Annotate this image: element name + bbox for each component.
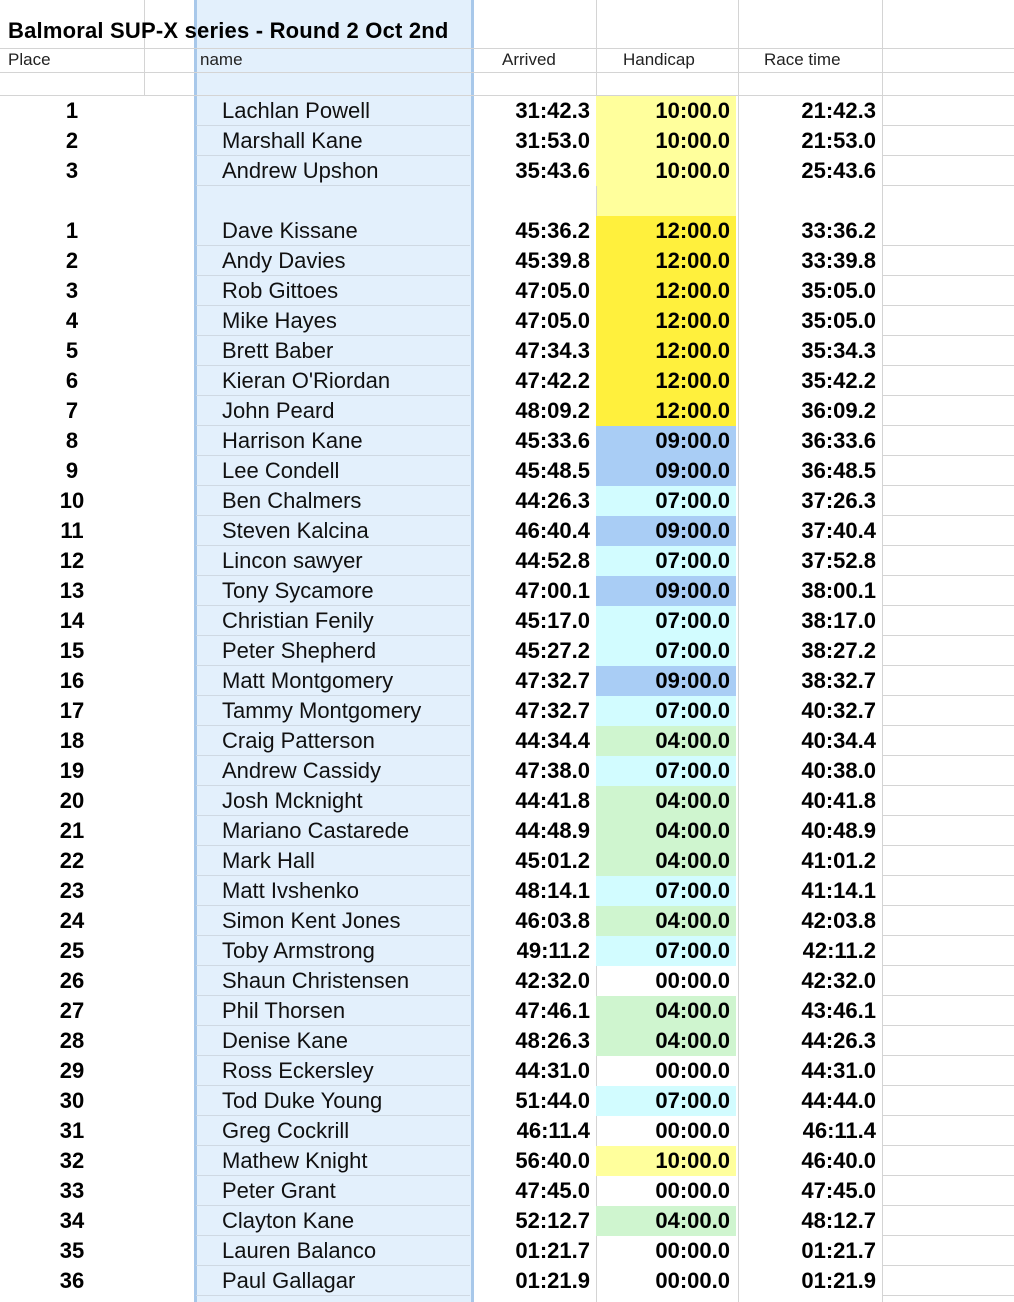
place-cell[interactable]: 20 xyxy=(59,788,85,813)
race-time-cell[interactable]: 36:09.2 xyxy=(801,398,876,423)
handicap-cell[interactable]: 07:00.0 xyxy=(596,936,736,966)
place-cell[interactable]: 3 xyxy=(65,278,79,303)
table-row xyxy=(0,636,1014,666)
place-cell[interactable]: 8 xyxy=(65,428,79,453)
table-row xyxy=(0,456,1014,486)
table-row xyxy=(0,786,1014,816)
handicap-cell[interactable]: 00:00.0 xyxy=(655,1118,730,1143)
arrived-cell[interactable]: 44:34.4 xyxy=(515,728,590,753)
table-row xyxy=(0,756,1014,786)
table-row xyxy=(0,426,1014,456)
name-cell[interactable]: Ben Chalmers xyxy=(222,488,362,513)
handicap-cell[interactable]: 10:00.0 xyxy=(596,1146,736,1176)
name-cell[interactable]: Rob Gittoes xyxy=(222,278,339,303)
header-name[interactable]: name xyxy=(200,50,243,69)
name-cell[interactable]: Kieran O'Riordan xyxy=(222,368,391,393)
name-cell[interactable]: Josh Mcknight xyxy=(222,788,363,813)
place-cell[interactable]: 34 xyxy=(59,1208,85,1233)
name-cell[interactable]: Lachlan Powell xyxy=(222,98,370,123)
place-cell[interactable]: 33 xyxy=(59,1178,85,1203)
place-cell[interactable]: 23 xyxy=(59,878,85,903)
name-cell[interactable]: Dave Kissane xyxy=(222,218,358,243)
handicap-cell[interactable]: 12:00.0 xyxy=(596,396,736,426)
place-cell[interactable]: 17 xyxy=(59,698,85,723)
arrived-cell[interactable]: 47:45.0 xyxy=(515,1178,590,1203)
arrived-cell[interactable]: 48:26.3 xyxy=(515,1028,590,1053)
place-cell[interactable]: 1 xyxy=(65,98,79,123)
race-time-cell[interactable]: 42:03.8 xyxy=(801,908,876,933)
handicap-cell[interactable]: 09:00.0 xyxy=(596,516,736,546)
race-time-cell[interactable]: 36:48.5 xyxy=(801,458,876,483)
sheet-title[interactable]: Balmoral SUP-X series - Round 2 Oct 2nd xyxy=(8,18,449,43)
arrived-cell[interactable]: 42:32.0 xyxy=(515,968,590,993)
handicap-cell[interactable]: 07:00.0 xyxy=(596,696,736,726)
arrived-cell[interactable]: 47:42.2 xyxy=(515,368,590,393)
header-arrived[interactable]: Arrived xyxy=(502,50,556,69)
name-cell[interactable]: Phil Thorsen xyxy=(222,998,346,1023)
arrived-cell[interactable]: 51:44.0 xyxy=(515,1088,590,1113)
table-row xyxy=(0,876,1014,906)
place-cell[interactable]: 10 xyxy=(59,488,85,513)
race-time-cell[interactable]: 38:00.1 xyxy=(801,578,876,603)
handicap-cell[interactable]: 09:00.0 xyxy=(596,576,736,606)
race-time-cell[interactable]: 44:26.3 xyxy=(801,1028,876,1053)
place-cell[interactable]: 3 xyxy=(65,158,79,183)
name-cell[interactable]: Craig Patterson xyxy=(222,728,375,753)
table-row xyxy=(0,996,1014,1026)
table-row xyxy=(0,1026,1014,1056)
table-row xyxy=(0,936,1014,966)
arrived-cell[interactable]: 01:21.7 xyxy=(515,1238,590,1263)
table-row xyxy=(0,1176,1014,1206)
handicap-cell[interactable]: 09:00.0 xyxy=(596,456,736,486)
arrived-cell[interactable]: 48:14.1 xyxy=(515,878,590,903)
race-time-cell[interactable]: 37:26.3 xyxy=(801,488,876,513)
handicap-cell[interactable]: 00:00.0 xyxy=(655,1178,730,1203)
race-time-cell[interactable]: 21:42.3 xyxy=(801,98,876,123)
handicap-cell[interactable]: 12:00.0 xyxy=(596,336,736,366)
name-cell[interactable]: Tony Sycamore xyxy=(222,578,374,603)
race-time-cell[interactable]: 42:32.0 xyxy=(801,968,876,993)
race-time-cell[interactable]: 41:14.1 xyxy=(801,878,876,903)
race-time-cell[interactable]: 35:34.3 xyxy=(801,338,876,363)
name-cell[interactable]: Peter Grant xyxy=(222,1178,336,1203)
arrived-cell[interactable]: 52:12.7 xyxy=(515,1208,590,1233)
name-cell[interactable]: Shaun Christensen xyxy=(222,968,410,993)
arrived-cell[interactable]: 47:32.7 xyxy=(515,698,590,723)
name-cell[interactable]: Tod Duke Young xyxy=(222,1088,383,1113)
race-time-cell[interactable]: 37:52.8 xyxy=(801,548,876,573)
race-time-cell[interactable]: 40:32.7 xyxy=(801,698,876,723)
race-time-cell[interactable]: 40:48.9 xyxy=(801,818,876,843)
place-cell[interactable]: 29 xyxy=(59,1058,85,1083)
place-cell[interactable]: 14 xyxy=(59,608,85,633)
table-row xyxy=(0,216,1014,246)
race-time-cell[interactable]: 40:34.4 xyxy=(801,728,876,753)
place-cell[interactable]: 22 xyxy=(59,848,85,873)
name-cell[interactable]: Toby Armstrong xyxy=(222,938,375,963)
place-cell[interactable]: 28 xyxy=(59,1028,85,1053)
handicap-cell[interactable]: 09:00.0 xyxy=(596,666,736,696)
table-row xyxy=(0,606,1014,636)
table-row xyxy=(0,1236,1014,1266)
name-cell[interactable]: Lee Condell xyxy=(222,458,340,483)
arrived-cell[interactable]: 47:34.3 xyxy=(515,338,590,363)
place-cell[interactable]: 13 xyxy=(59,578,85,603)
place-cell[interactable]: 32 xyxy=(59,1148,85,1173)
arrived-cell[interactable]: 46:40.4 xyxy=(515,518,590,543)
table-row xyxy=(0,726,1014,756)
arrived-cell[interactable]: 44:41.8 xyxy=(515,788,590,813)
race-time-cell[interactable]: 48:12.7 xyxy=(801,1208,876,1233)
race-time-cell[interactable]: 37:40.4 xyxy=(801,518,876,543)
gridline-horizontal xyxy=(0,72,1014,73)
arrived-cell[interactable]: 01:21.9 xyxy=(515,1268,590,1293)
handicap-cell[interactable]: 04:00.0 xyxy=(596,786,736,816)
arrived-cell[interactable]: 45:33.6 xyxy=(515,428,590,453)
place-cell[interactable]: 1 xyxy=(65,218,79,243)
handicap-cell[interactable]: 12:00.0 xyxy=(596,216,736,246)
header-handicap[interactable]: Handicap xyxy=(623,50,695,69)
place-cell[interactable]: 35 xyxy=(59,1238,85,1263)
name-cell[interactable]: Clayton Kane xyxy=(222,1208,355,1233)
arrived-cell[interactable]: 56:40.0 xyxy=(515,1148,590,1173)
race-time-cell[interactable]: 40:38.0 xyxy=(801,758,876,783)
handicap-cell[interactable]: 10:00.0 xyxy=(596,126,736,156)
arrived-cell[interactable]: 31:53.0 xyxy=(515,128,590,153)
race-time-cell[interactable]: 40:41.8 xyxy=(801,788,876,813)
race-time-cell[interactable]: 21:53.0 xyxy=(801,128,876,153)
arrived-cell[interactable]: 44:26.3 xyxy=(515,488,590,513)
race-time-cell[interactable]: 25:43.6 xyxy=(801,158,876,183)
handicap-cell[interactable]: 10:00.0 xyxy=(596,96,736,126)
handicap-cell[interactable]: 07:00.0 xyxy=(596,756,736,786)
race-time-cell[interactable]: 38:17.0 xyxy=(801,608,876,633)
arrived-cell[interactable]: 47:00.1 xyxy=(515,578,590,603)
table-row xyxy=(0,96,1014,126)
race-time-cell[interactable]: 46:40.0 xyxy=(801,1148,876,1173)
table-row xyxy=(0,156,1014,186)
table-row xyxy=(0,1056,1014,1086)
arrived-cell[interactable]: 47:32.7 xyxy=(515,668,590,693)
race-time-cell[interactable]: 01:21.9 xyxy=(801,1268,876,1293)
name-cell[interactable]: Paul Gallagar xyxy=(222,1268,356,1293)
place-cell[interactable]: 7 xyxy=(65,398,79,423)
name-cell[interactable]: Mariano Castarede xyxy=(222,818,410,843)
race-time-cell[interactable]: 44:44.0 xyxy=(801,1088,876,1113)
handicap-cell[interactable]: 00:00.0 xyxy=(655,1238,730,1263)
race-time-cell[interactable]: 42:11.2 xyxy=(802,938,876,963)
place-cell[interactable]: 4 xyxy=(65,308,79,333)
handicap-cell[interactable]: 07:00.0 xyxy=(596,486,736,516)
place-cell[interactable]: 2 xyxy=(65,248,79,273)
place-cell[interactable]: 25 xyxy=(59,938,85,963)
name-cell[interactable]: Simon Kent Jones xyxy=(222,908,401,933)
table-row xyxy=(0,336,1014,366)
arrived-cell[interactable]: 47:38.0 xyxy=(515,758,590,783)
place-cell[interactable]: 15 xyxy=(59,638,85,663)
name-cell[interactable]: Andy Davies xyxy=(222,248,346,273)
table-row xyxy=(0,246,1014,276)
race-time-cell[interactable]: 38:27.2 xyxy=(801,638,876,663)
arrived-cell[interactable]: 47:05.0 xyxy=(515,278,590,303)
name-cell[interactable]: Greg Cockrill xyxy=(222,1118,350,1143)
race-time-cell[interactable]: 35:42.2 xyxy=(801,368,876,393)
table-row xyxy=(0,816,1014,846)
name-cell[interactable]: Matt Montgomery xyxy=(222,668,394,693)
race-time-cell[interactable]: 44:31.0 xyxy=(801,1058,876,1083)
place-cell[interactable]: 24 xyxy=(59,908,85,933)
place-cell[interactable]: 5 xyxy=(65,338,79,363)
table-row xyxy=(0,306,1014,336)
place-cell[interactable]: 18 xyxy=(59,728,85,753)
handicap-cell[interactable]: 12:00.0 xyxy=(596,366,736,396)
arrived-cell[interactable]: 45:48.5 xyxy=(515,458,590,483)
place-cell[interactable]: 31 xyxy=(59,1118,85,1143)
results-table xyxy=(0,96,1014,1296)
place-cell[interactable]: 26 xyxy=(59,968,85,993)
name-cell[interactable]: Peter Shepherd xyxy=(222,638,377,663)
arrived-cell[interactable]: 49:11.2 xyxy=(516,938,590,963)
table-row xyxy=(0,396,1014,426)
race-time-cell[interactable]: 38:32.7 xyxy=(801,668,876,693)
name-cell[interactable]: Steven Kalcina xyxy=(222,518,369,543)
race-time-cell[interactable]: 41:01.2 xyxy=(801,848,876,873)
handicap-cell[interactable]: 04:00.0 xyxy=(596,846,736,876)
place-cell[interactable]: 11 xyxy=(60,518,84,543)
handicap-cell[interactable]: 00:00.0 xyxy=(655,968,730,993)
handicap-cell[interactable]: 07:00.0 xyxy=(596,636,736,666)
table-row xyxy=(0,1146,1014,1176)
race-time-cell[interactable]: 47:45.0 xyxy=(801,1178,876,1203)
arrived-cell[interactable]: 45:27.2 xyxy=(515,638,590,663)
handicap-cell[interactable]: 04:00.0 xyxy=(596,1206,736,1236)
arrived-cell[interactable]: 44:31.0 xyxy=(515,1058,590,1083)
name-cell[interactable]: Brett Baber xyxy=(222,338,334,363)
place-cell[interactable]: 36 xyxy=(59,1268,85,1293)
race-time-cell[interactable]: 43:46.1 xyxy=(801,998,876,1023)
handicap-cell[interactable]: 09:00.0 xyxy=(596,426,736,456)
place-cell[interactable]: 16 xyxy=(59,668,85,693)
arrived-cell[interactable]: 44:48.9 xyxy=(515,818,590,843)
header-place[interactable]: Place xyxy=(8,50,51,69)
table-row xyxy=(0,366,1014,396)
table-row xyxy=(0,546,1014,576)
race-time-cell[interactable]: 35:05.0 xyxy=(801,308,876,333)
race-time-cell[interactable]: 36:33.6 xyxy=(801,428,876,453)
table-row xyxy=(0,1206,1014,1236)
name-cell[interactable]: Mathew Knight xyxy=(222,1148,368,1173)
gridline-horizontal xyxy=(882,1295,1014,1296)
handicap-cell[interactable]: 12:00.0 xyxy=(596,246,736,276)
table-row xyxy=(0,846,1014,876)
arrived-cell[interactable]: 47:05.0 xyxy=(515,308,590,333)
race-time-cell[interactable]: 01:21.7 xyxy=(801,1238,876,1263)
handicap-cell[interactable]: 04:00.0 xyxy=(596,996,736,1026)
place-cell[interactable]: 9 xyxy=(65,458,79,483)
name-cell[interactable]: Denise Kane xyxy=(222,1028,348,1053)
arrived-cell[interactable]: 35:43.6 xyxy=(515,158,590,183)
arrived-cell[interactable]: 45:39.8 xyxy=(515,248,590,273)
name-cell[interactable]: Matt Ivshenko xyxy=(222,878,359,903)
race-time-cell[interactable]: 35:05.0 xyxy=(801,278,876,303)
place-cell[interactable]: 2 xyxy=(65,128,79,153)
table-row xyxy=(0,1116,1014,1146)
table-row xyxy=(0,906,1014,936)
handicap-cell[interactable]: 04:00.0 xyxy=(596,1026,736,1056)
name-cell[interactable]: Tammy Montgomery xyxy=(222,698,422,723)
name-cell[interactable]: Mike Hayes xyxy=(222,308,337,333)
handicap-cell[interactable]: 12:00.0 xyxy=(596,276,736,306)
race-time-cell[interactable]: 46:11.4 xyxy=(802,1118,876,1143)
handicap-cell[interactable]: 07:00.0 xyxy=(596,876,736,906)
arrived-cell[interactable]: 44:52.8 xyxy=(515,548,590,573)
place-cell[interactable]: 12 xyxy=(59,548,85,573)
name-cell[interactable]: Christian Fenily xyxy=(222,608,374,633)
name-cell[interactable]: Ross Eckersley xyxy=(222,1058,374,1083)
group-spacer-row xyxy=(0,186,1014,216)
arrived-cell[interactable]: 48:09.2 xyxy=(515,398,590,423)
handicap-cell[interactable]: 07:00.0 xyxy=(596,606,736,636)
handicap-cell[interactable]: 07:00.0 xyxy=(596,546,736,576)
table-row xyxy=(0,1086,1014,1116)
table-row xyxy=(0,1266,1014,1296)
table-row xyxy=(0,666,1014,696)
table-row xyxy=(0,486,1014,516)
arrived-cell[interactable]: 45:36.2 xyxy=(515,218,590,243)
place-cell[interactable]: 19 xyxy=(59,758,85,783)
table-row xyxy=(0,126,1014,156)
arrived-cell[interactable]: 46:03.8 xyxy=(515,908,590,933)
name-cell[interactable]: Andrew Upshon xyxy=(222,158,379,183)
name-cell[interactable]: Lincon sawyer xyxy=(222,548,363,573)
handicap-cell[interactable]: 00:00.0 xyxy=(655,1268,730,1293)
arrived-cell[interactable]: 45:17.0 xyxy=(515,608,590,633)
place-cell[interactable]: 21 xyxy=(59,818,85,843)
name-cell[interactable]: Marshall Kane xyxy=(222,128,363,153)
arrived-cell[interactable]: 31:42.3 xyxy=(515,98,590,123)
gridline-horizontal xyxy=(0,48,1014,49)
place-cell[interactable]: 6 xyxy=(65,368,79,393)
race-time-cell[interactable]: 33:36.2 xyxy=(801,218,876,243)
arrived-cell[interactable]: 47:46.1 xyxy=(515,998,590,1023)
table-row xyxy=(0,966,1014,996)
table-row xyxy=(0,576,1014,606)
handicap-cell[interactable]: 10:00.0 xyxy=(596,156,736,186)
name-cell[interactable]: John Peard xyxy=(222,398,335,423)
name-cell[interactable]: Mark Hall xyxy=(222,848,315,873)
place-cell[interactable]: 30 xyxy=(59,1088,85,1113)
name-cell[interactable]: Harrison Kane xyxy=(222,428,363,453)
name-cell[interactable]: Lauren Balanco xyxy=(222,1238,377,1263)
handicap-cell[interactable]: 12:00.0 xyxy=(596,306,736,336)
table-row xyxy=(0,516,1014,546)
name-cell[interactable]: Andrew Cassidy xyxy=(222,758,381,783)
arrived-cell[interactable]: 45:01.2 xyxy=(515,848,590,873)
handicap-cell[interactable]: 00:00.0 xyxy=(655,1058,730,1083)
handicap-cell[interactable]: 04:00.0 xyxy=(596,906,736,936)
handicap-cell[interactable]: 04:00.0 xyxy=(596,726,736,756)
place-cell[interactable]: 27 xyxy=(59,998,85,1023)
name-cell-underline xyxy=(196,1295,470,1296)
handicap-cell[interactable]: 04:00.0 xyxy=(596,816,736,846)
handicap-cell[interactable]: 07:00.0 xyxy=(596,1086,736,1116)
race-time-cell[interactable]: 33:39.8 xyxy=(801,248,876,273)
header-race-time[interactable]: Race time xyxy=(764,50,841,69)
table-row xyxy=(0,696,1014,726)
table-row xyxy=(0,276,1014,306)
arrived-cell[interactable]: 46:11.4 xyxy=(516,1118,590,1143)
